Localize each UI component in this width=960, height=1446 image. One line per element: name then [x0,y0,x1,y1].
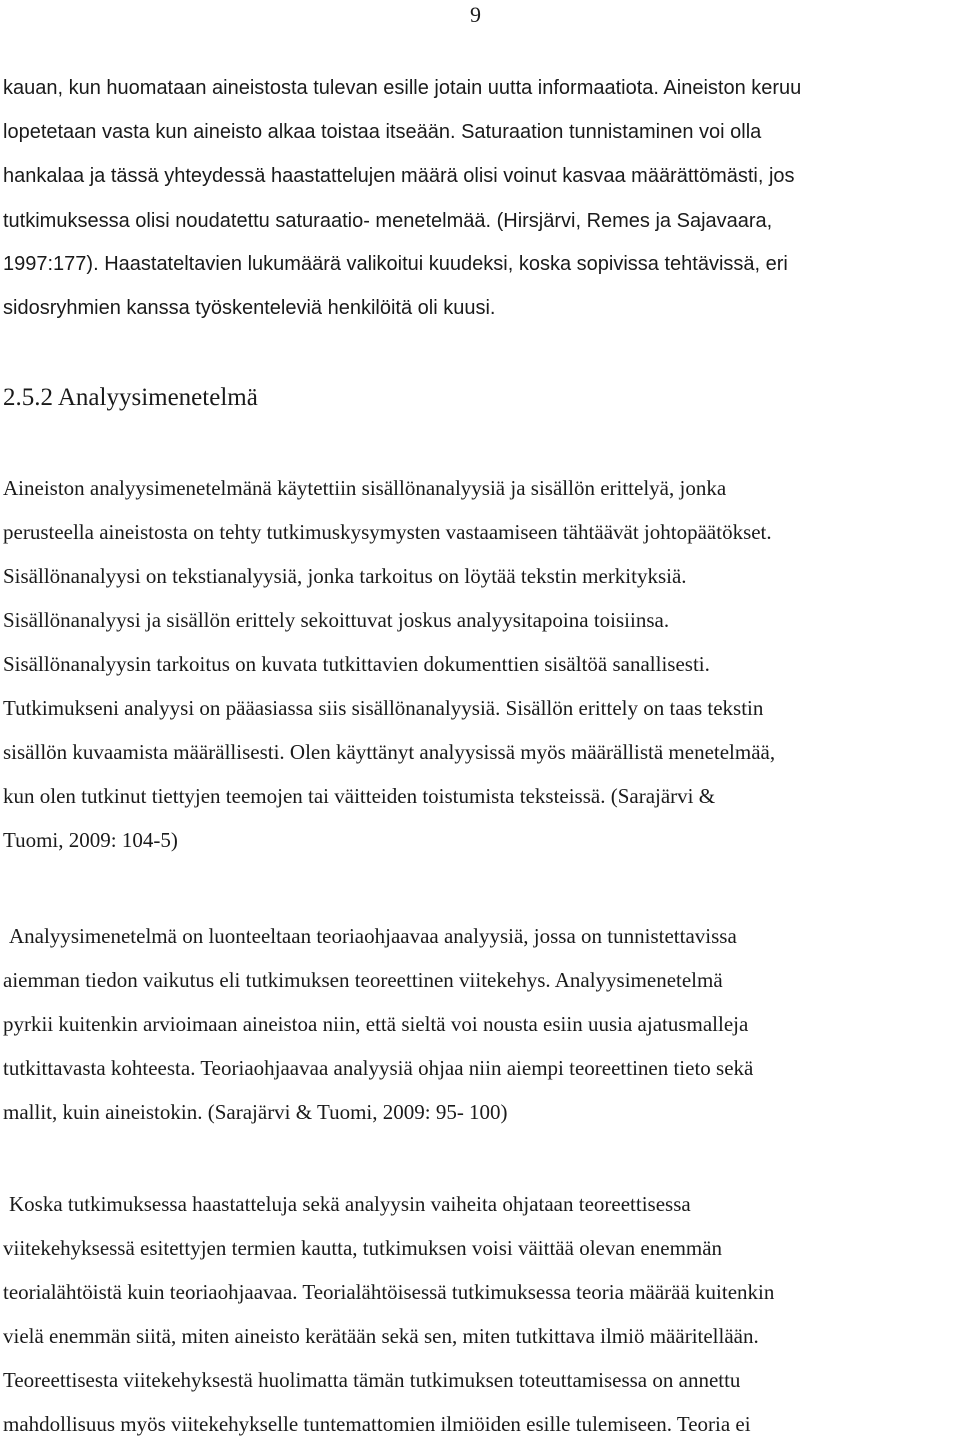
section-heading: 2.5.2 Analyysimenetelmä [3,384,258,411]
text-line: kauan, kun huomataan aineistosta tulevan esille jotain uutta informaatiota. Aineiston keruu [3,77,802,99]
text-line: lopetetaan vasta kun aineisto alkaa toistaa itseään. Saturaation tunnistaminen voi olla [3,121,762,143]
text-line: vielä enemmän siitä, miten aineisto kerätään sekä sen, miten tutkittava ilmiö määritellään. [3,1324,759,1348]
text-line: Sisällönanalyysi on tekstianalyysiä, jonka tarkoitus on löytää tekstin merkityksiä. [3,564,687,588]
text-line: Sisällönanalyysi ja sisällön erittely sekoittuvat joskus analyysitapoina toisiinsa. [3,608,670,632]
text-line: mallit, kuin aineistokin. (Sarajärvi & Tuomi, 2009: 95- 100) [3,1100,508,1124]
text-line: teorialähtöistä kuin teoriaohjaavaa. Teorialähtöisessä tutkimuksessa teoria määrää kuitenkin [3,1280,775,1304]
text-line: sisällön kuvaamista määrällisesti. Olen käyttänyt analyysissä myös määrällistä menetelmää, [3,740,776,764]
text-line: Teoreettisesta viitekehyksestä huolimatta tämän tutkimuksen toteuttamisessa on annettu [3,1368,741,1392]
text-line: hankalaa ja tässä yhteydessä haastattelujen määrä olisi voinut kasvaa määrättömästi, jos [3,165,795,187]
paragraph-theory-guided [3,914,955,1134]
text-line-mixed [3,198,955,242]
text-line: sidosryhmien kanssa työskenteleviä henkilöitä oli kuusi. [3,297,496,319]
text-line: Analyysimenetelmä on luonteeltaan teoriaohjaavaa analyysiä, jossa on tunnistettavissa [9,924,737,948]
page-number: 9 [470,2,481,27]
paragraph-theory-based [3,1182,955,1446]
text-line: Koska tutkimuksessa haastatteluja sekä analyysin vaiheita ohjataan teoreettisessa [9,1192,691,1216]
text-line: pyrkii kuitenkin arvioimaan aineistoa niin, että sieltä voi nousta esiin uusia ajatusmalleja [3,1012,749,1036]
text-line: 1997:177). Haastateltavien lukumäärä valikoitui kuudeksi, koska sopivissa tehtävissä, eri [3,253,788,275]
paragraph-saturation [3,66,955,330]
text-line: Aineiston analyysimenetelmänä käytettiin sisällönanalyysiä ja sisällön erittelyä, jonka [3,476,727,500]
text-line: mahdollisuus myös viitekehykselle tuntemattomien ilmiöiden esille tulemiseen. Teoria ei [3,1412,751,1436]
citation-segment: (Hirsjärvi, Remes ja Sajavaara, [496,210,773,232]
text-line: Tutkimukseni analyysi on pääasiassa siis sisällönanalyysiä. Sisällön erittely on taas tekstin [3,696,764,720]
text-line: kun olen tutkinut tiettyjen teemojen tai väitteiden toistumista teksteissä. (Sarajärvi & [3,784,716,808]
paragraph-analysis-method [3,466,955,862]
text-segment: tutkimuksessa olisi noudatettu saturaatio- menetelmää. [3,210,497,232]
text-line: Tuomi, 2009: 104-5) [3,828,178,852]
text-line: viitekehyksessä esitettyjen termien kautta, tutkimuksen voisi väittää olevan enemmän [3,1236,723,1260]
text-line: perusteella aineistosta on tehty tutkimuskysymysten vastaamiseen tähtäävät johtopäätökset. [3,520,772,544]
text-line: aiemman tiedon vaikutus eli tutkimuksen teoreettinen viitekehys. Analyysimenetelmä [3,968,723,992]
text-line: Sisällönanalyysin tarkoitus on kuvata tutkittavien dokumenttien sisältöä sanallisesti. [3,652,710,676]
text-line: tutkittavasta kohteesta. Teoriaohjaavaa analyysiä ohjaa niin aiempi teoreettinen tieto sekä [3,1056,754,1080]
